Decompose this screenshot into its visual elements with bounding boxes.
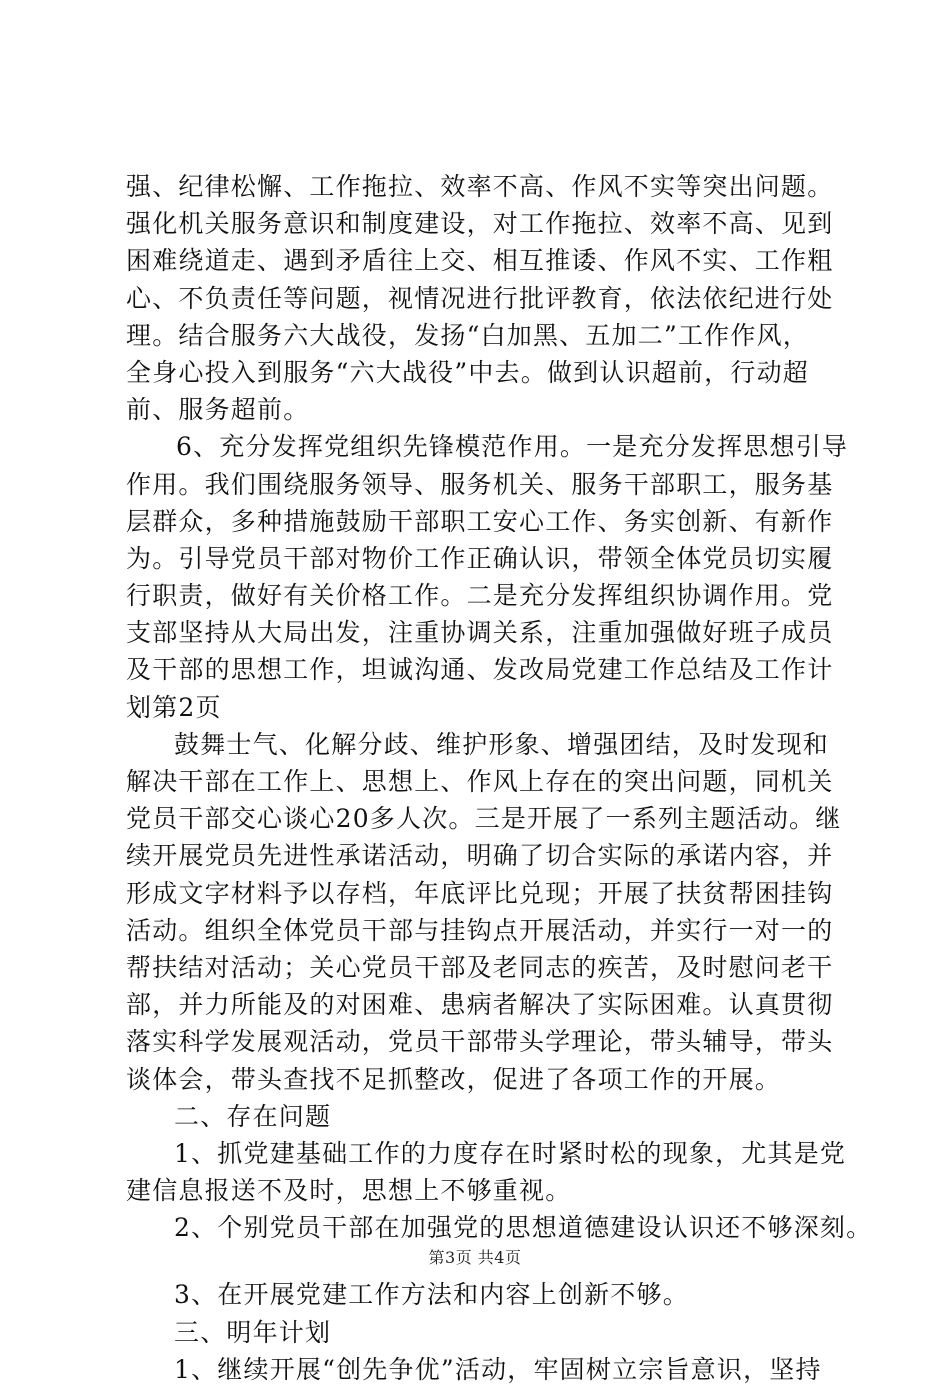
text-line: 支部坚持从大局出发，注重协调关系，注重加强做好班子成员	[126, 618, 834, 648]
text-line: 解决干部在工作上、思想上、作风上存在的突出问题，同机关	[126, 767, 834, 796]
text-line: 党员干部交心谈心20多人次。三是开展了一系列主题活动。继	[126, 804, 842, 834]
text-line: 活动。组织全体党员干部与挂钩点开展活动，并实行一对一的	[126, 915, 834, 945]
text-line: 及干部的思想工作，坦诚沟通、发改局党建工作总结及工作计	[126, 655, 834, 685]
text-line: 建信息报送不及时，思想上不够重视。	[126, 1176, 572, 1206]
text-line: 部，并力所能及的对困难、患病者解决了实际困难。认真贯彻	[126, 990, 834, 1020]
text-line: 行职责，做好有关价格工作。二是充分发挥组织协调作用。党	[126, 581, 834, 611]
text-line: 层群众，多种措施鼓励干部职工安心工作、务实创新、有新作	[126, 506, 834, 536]
section-heading: 二、存在问题	[174, 1101, 332, 1131]
text-line: 续开展党员先进性承诺活动，明确了切合实际的承诺内容，并	[126, 841, 834, 871]
text-line: 理。结合服务六大战役，发扬“白加黑、五加二”工作作风，	[126, 320, 809, 350]
text-line: 前、服务超前。	[126, 395, 310, 425]
paragraph-start-line: 6、充分发挥党组织先锋模范作用。一是充分发挥思想引导	[176, 432, 849, 462]
text-line: 落实科学发展观活动，党员干部带头学理论，带头辅导，带头	[126, 1027, 834, 1057]
text-line: 划第2页	[126, 692, 222, 722]
text-line: 全身心投入到服务“六大战役”中去。做到认识超前，行动超	[126, 357, 809, 387]
section-heading: 三、明年计划	[174, 1317, 332, 1347]
paragraph-start-line: 2、个别党员干部在加强党的思想道德建设认识还不够深刻。	[174, 1213, 873, 1243]
text-line: 为。引导党员干部对物价工作正确认识，带领全体党员切实履	[126, 543, 834, 573]
text-line: 强、纪律松懈、工作拖拉、效率不高、作风不实等突出问题。	[126, 172, 834, 201]
document-body	[126, 168, 873, 1388]
text-line: 谈体会，带头查找不足抓整改，促进了各项工作的开展。	[126, 1064, 782, 1094]
text-line: 强化机关服务意识和制度建设，对工作拖拉、效率不高、见到	[126, 209, 834, 239]
paragraph-start-line: 1、继续开展“创先争优”活动，牢固树立宗旨意识，坚持	[174, 1354, 822, 1384]
text-line: 作用。我们围绕服务领导、服务机关、服务干部职工，服务基	[126, 469, 834, 499]
text-line: 困难绕道走、遇到矛盾往上交、相互推诿、作风不实、工作粗	[126, 246, 834, 276]
paragraph-start-line: 1、抓党建基础工作的力度存在时紧时松的现象，尤其是党	[174, 1138, 847, 1168]
paragraph-start-line: 鼓舞士气、化解分歧、维护形象、增强团结，及时发现和	[174, 729, 830, 759]
text-line: 帮扶结对活动；关心党员干部及老同志的疾苦，及时慰问老干	[126, 952, 834, 982]
paragraph-start-line: 3、在开展党建工作方法和内容上创新不够。	[174, 1280, 689, 1310]
page-footer: 第3页 共4页	[428, 1248, 522, 1267]
text-line: 心、不负责任等问题，视情况进行批评教育，依法依纪进行处	[126, 283, 834, 313]
text-line: 形成文字材料予以存档，年底评比兑现；开展了扶贫帮困挂钩	[126, 878, 834, 908]
